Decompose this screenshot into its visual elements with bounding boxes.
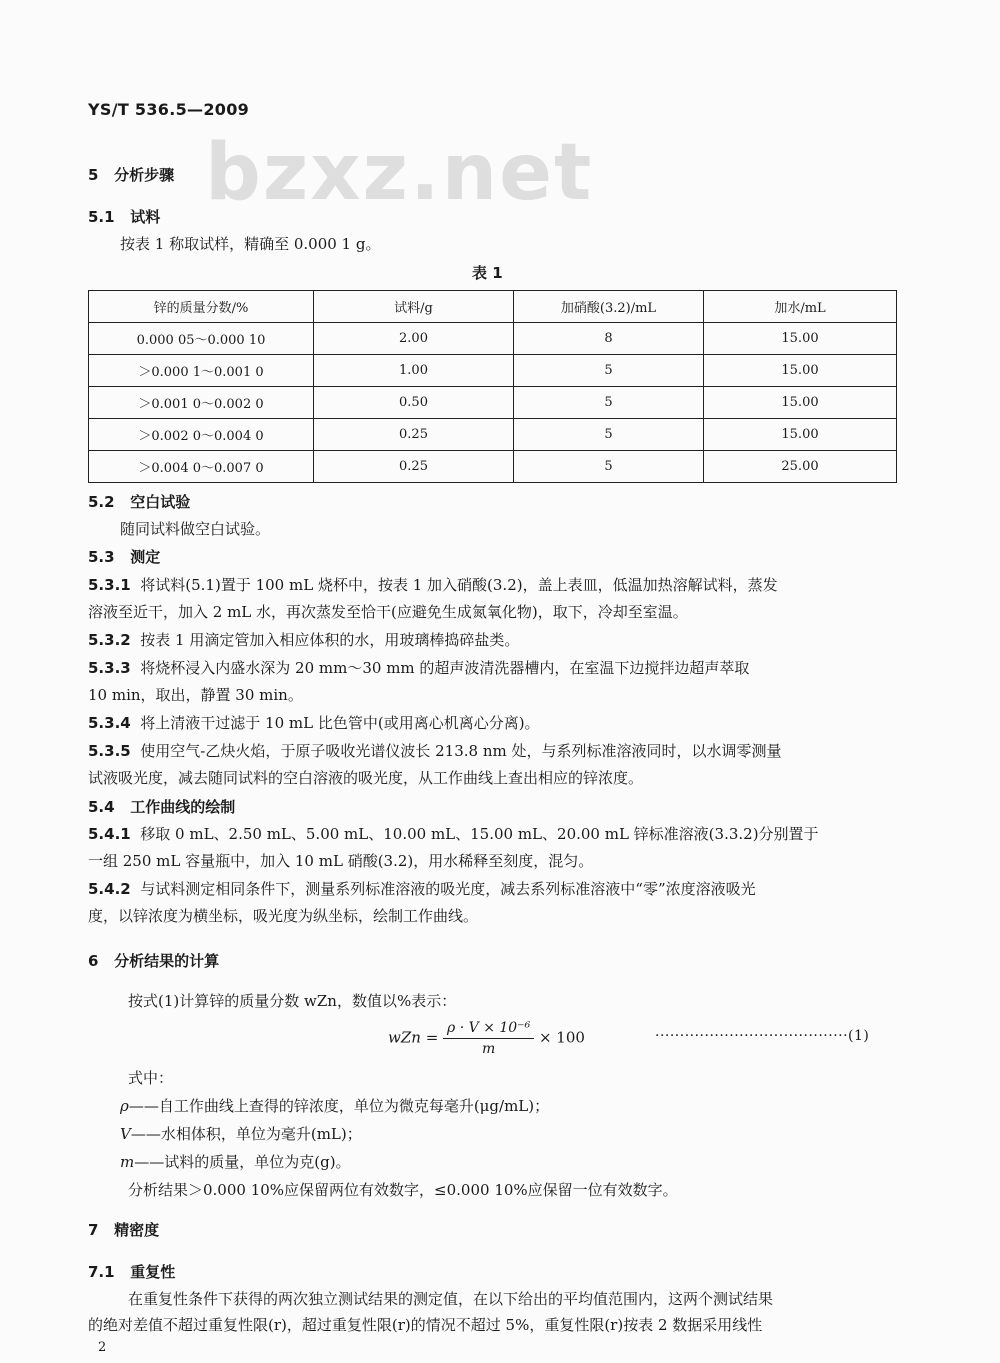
clause-number: 5.3.1 [88, 576, 131, 594]
paragraph-5-3-5-cont: 试液吸光度，减去随同试料的空白溶液的吸光度，从工作曲线上查出相应的锌浓度。 [88, 769, 644, 787]
formula-number: ·······································(1) [655, 1028, 870, 1044]
paragraph-5-3-2 [88, 629, 900, 650]
variable-description: ——自工作曲线上查得的锌浓度，单位为微克每毫升(μg/mL)； [128, 1097, 550, 1115]
variable-description: ——试料的质量，单位为克(g)。 [134, 1153, 351, 1171]
table-cell: 1.00 [314, 355, 514, 387]
section-6-heading [88, 950, 219, 971]
table-cell: 5 [514, 419, 704, 451]
watermark: bzxz.net [205, 128, 594, 218]
table-row [89, 451, 897, 483]
page-number: 2 [98, 1340, 107, 1355]
section-5-2-heading [88, 491, 190, 512]
paragraph-5-4-2 [88, 878, 900, 899]
clause-number: 5.3.2 [88, 631, 131, 649]
table-row [89, 323, 897, 355]
section-number: 6 [88, 952, 99, 970]
clause-text: 将烧杯浸入内盛水深为 20 mm～30 mm 的超声波清洗器槽内，在室温下边搅拌边超声萃取 [140, 659, 750, 677]
paragraph-5-2: 随同试料做空白试验。 [120, 520, 271, 538]
section-5-4-heading [88, 796, 235, 817]
formula-numerator: ρ · V × 10⁻⁶ [443, 1020, 534, 1039]
clause-text: 与试料测定相同条件下，测量系列标准溶液的吸光度，减去系列标准溶液中“零”浓度溶液吸光 [140, 880, 756, 898]
standard-number: YS/T 536.5—2009 [88, 100, 250, 119]
table-row [89, 387, 897, 419]
section-5-1-heading [88, 206, 160, 227]
clause-text: 移取 0 mL、2.50 mL、5.00 mL、10.00 mL、15.00 mL、20.00 mL 锌标准溶液(3.3.2)分别置于 [140, 825, 819, 843]
table-cell: 0.000 05～0.000 10 [89, 323, 314, 355]
table-cell: 15.00 [704, 323, 897, 355]
column-header: 加水/mL [704, 291, 897, 323]
where-item [120, 1123, 932, 1144]
table-caption: 表 1 [472, 264, 503, 282]
table-cell: ＞0.004 0～0.007 0 [89, 451, 314, 483]
section-number: 5 [88, 166, 99, 184]
section-7-heading [88, 1219, 159, 1240]
table-cell: 8 [514, 323, 704, 355]
table-cell: ＞0.002 0～0.004 0 [89, 419, 314, 451]
clause-number: 5.4.2 [88, 880, 131, 898]
section-5-3-heading [88, 546, 160, 567]
paragraph-5-3-5 [88, 740, 900, 761]
paragraph-7-1: 在重复性条件下获得的两次独立测试结果的测定值，在以下给出的平均值范围内，这两个测试结果 [128, 1290, 774, 1308]
section-title: 重复性 [130, 1263, 176, 1281]
section-7-1-heading [88, 1261, 175, 1282]
paragraph-5-4-1 [88, 823, 900, 844]
clause-number: 5.4.1 [88, 825, 131, 843]
table-cell: 2.00 [314, 323, 514, 355]
table-row [89, 355, 897, 387]
clause-number: 5.3.3 [88, 659, 131, 677]
paragraph-5-3-1 [88, 574, 900, 595]
formula-intro: 按式(1)计算锌的质量分数 wZn，数值以%表示： [128, 992, 457, 1010]
section-title: 分析步骤 [114, 166, 175, 184]
variable-symbol: V [120, 1125, 131, 1143]
table-cell: 15.00 [704, 355, 897, 387]
clause-text: 将上清液干过滤于 10 mL 比色管中(或用离心机离心分离)。 [140, 714, 540, 732]
result-rounding-note: 分析结果＞0.000 10%应保留两位有效数字，≤0.000 10%应保留一位有效数字。 [128, 1181, 678, 1199]
section-number: 5.4 [88, 798, 115, 816]
table-cell: 5 [514, 387, 704, 419]
table-cell: 25.00 [704, 451, 897, 483]
formula-tail: × 100 [538, 1028, 585, 1047]
table-cell: 0.25 [314, 451, 514, 483]
column-header: 加硝酸(3.2)/mL [514, 291, 704, 323]
section-number: 5.2 [88, 493, 115, 511]
clause-number: 5.3.4 [88, 714, 131, 732]
section-title: 精密度 [114, 1221, 160, 1239]
table-row [89, 419, 897, 451]
section-5-heading [88, 164, 174, 185]
column-header: 试料/g [314, 291, 514, 323]
paragraph-5-3-3-cont: 10 min，取出，静置 30 min。 [88, 686, 303, 704]
where-item [120, 1095, 932, 1116]
clause-text: 将试料(5.1)置于 100 mL 烧杯中，按表 1 加入硝酸(3.2)，盖上表皿，低温加热溶解试料，蒸发 [140, 576, 778, 594]
paragraph-5-3-4 [88, 712, 900, 733]
section-title: 测定 [130, 548, 161, 566]
paragraph-5-4-1-cont: 一组 250 mL 容量瓶中，加入 10 mL 硝酸(3.2)，用水稀释至刻度，混匀。 [88, 852, 594, 870]
variable-symbol: m [120, 1153, 135, 1171]
formula-denominator: m [481, 1041, 496, 1057]
paragraph-5-4-2-cont: 度，以锌浓度为横坐标，吸光度为纵坐标，绘制工作曲线。 [88, 907, 479, 925]
table-cell: 15.00 [704, 387, 897, 419]
column-header: 锌的质量分数/% [89, 291, 314, 323]
section-number: 7 [88, 1221, 99, 1239]
variable-description: ——水相体积，单位为毫升(mL)； [130, 1125, 362, 1143]
section-number: 7.1 [88, 1263, 115, 1281]
table-cell: 5 [514, 355, 704, 387]
table-cell: ＞0.000 1～0.001 0 [89, 355, 314, 387]
table-cell: 5 [514, 451, 704, 483]
table-cell: 0.50 [314, 387, 514, 419]
clause-text: 按表 1 用滴定管加入相应体积的水，用玻璃棒捣碎盐类。 [140, 631, 520, 649]
table-header-row [89, 291, 897, 323]
clause-text: 使用空气-乙炔火焰，于原子吸收光谱仪波长 213.8 nm 处，与系列标准溶液同时，以水调零测量 [140, 742, 782, 760]
formula-fraction [443, 1020, 534, 1057]
paragraph-5-3-1-cont: 溶液至近干，加入 2 mL 水，再次蒸发至恰干(应避免生成氮氧化物)，取下，冷却至室温。 [88, 603, 688, 621]
section-title: 空白试验 [130, 493, 191, 511]
where-label: 式中： [128, 1069, 174, 1087]
paragraph-5-1: 按表 1 称取试样，精确至 0.000 1 g。 [120, 235, 381, 253]
section-number: 5.3 [88, 548, 115, 566]
table-cell: 15.00 [704, 419, 897, 451]
section-title: 工作曲线的绘制 [130, 798, 236, 816]
where-item [120, 1151, 932, 1172]
table-cell: ＞0.001 0～0.002 0 [89, 387, 314, 419]
section-number: 5.1 [88, 208, 115, 226]
section-title: 分析结果的计算 [114, 952, 220, 970]
formula-lhs: wZn = [388, 1028, 439, 1047]
table-1 [88, 290, 897, 483]
section-title: 试料 [130, 208, 161, 226]
table-cell: 0.25 [314, 419, 514, 451]
paragraph-7-1-cont: 的绝对差值不超过重复性限(r)，超过重复性限(r)的情况不超过 5%，重复性限(r)按表 2 数据采用线性 [88, 1316, 763, 1334]
variable-symbol: ρ [120, 1097, 129, 1115]
formula-1 [388, 1020, 585, 1057]
paragraph-5-3-3 [88, 657, 900, 678]
clause-number: 5.3.5 [88, 742, 131, 760]
